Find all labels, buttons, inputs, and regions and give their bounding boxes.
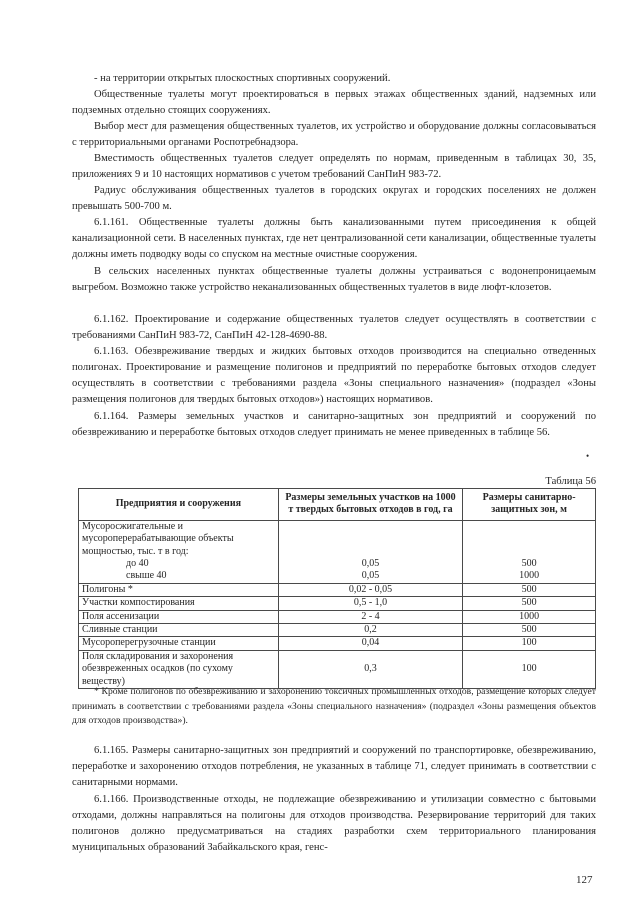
table-row bbox=[79, 624, 596, 637]
header-sanitary-zone: Размеры санитарно-защитных зон, м bbox=[463, 489, 596, 521]
row-name-composting: Участки компостирования bbox=[79, 597, 279, 610]
waste-facilities-table bbox=[78, 488, 596, 689]
cell-area-group bbox=[278, 520, 463, 583]
paragraph-service-radius: Радиус обслуживания общественных туалетов в городских округах и городских поселениях не должен превышать 500-700 м. bbox=[72, 185, 596, 213]
zone-over-40: 1000 bbox=[519, 570, 540, 582]
paragraph-rural-toilets: В сельских населенных пунктах общественные туалеты должны устраиваться с водонепроницаемым выгребом. Возможно также устройство неканализованных общественных туалетов в виде люфт-клозетов. bbox=[72, 266, 596, 294]
area-composting: 0,5 - 1,0 bbox=[278, 597, 463, 610]
paragraph-6-1-163: 6.1.163. Обезвреживание твердых и жидких бытовых отходов производится на специально отведенных полигонах. Проектирование и размещение полигонов и предприятий по переработке бытовых отходов следует осуществлять в соответствии с требованиями раздела «Зоны специального назначения» (подраздел «Зоны размещения полигонов для твердых бытовых отходов») настоящих нормативов. bbox=[72, 346, 596, 406]
paragraph-6-1-166: 6.1.166. Производственные отходы, не подлежащие обезвреживанию и утилизации совместно с бытовыми отходами, должны направляться на полигоны для отходов производства. Резервирование территорий для таких полигонов должно предусматриваться на стадиях разработки схем территориального планирования муниципальных образований Забайкальского края, генс- bbox=[72, 794, 596, 854]
zone-sludge-fields: 100 bbox=[463, 650, 596, 688]
page-number: 127 bbox=[576, 874, 593, 886]
row-name-drain-stations: Сливные станции bbox=[79, 624, 279, 637]
header-land-area: Размеры земельных участков на 1000 т твердых бытовых отходов в год, га bbox=[278, 489, 463, 521]
area-assenization: 2 - 4 bbox=[278, 610, 463, 623]
paragraph-sport-facilities: - на территории открытых плоскостных спортивных сооружений. bbox=[94, 73, 391, 84]
table-header-row bbox=[79, 489, 596, 521]
row-name-up-to-40: до 40 bbox=[126, 558, 149, 570]
zone-landfills: 500 bbox=[463, 583, 596, 596]
row-name-transfer-stations: Мусороперегрузочные станции bbox=[79, 637, 279, 650]
area-up-to-40: 0,05 bbox=[361, 558, 380, 570]
row-name-landfills: Полигоны * bbox=[79, 583, 279, 596]
stray-mark: • bbox=[586, 451, 590, 461]
paragraph-toilets-capacity: Вместимость общественных туалетов следует определять по нормам, приведенным в таблицах 30, 35, приложениях 9 и 10 настоящих нормативов с учетом требований СанПиН 983-72. bbox=[72, 153, 596, 181]
zone-up-to-40: 500 bbox=[521, 558, 537, 570]
zone-composting: 500 bbox=[463, 597, 596, 610]
area-transfer-stations: 0,04 bbox=[278, 637, 463, 650]
paragraph-toilets-approval: Выбор мест для размещения общественных туалетов, их устройство и оборудование должны согласовываться с территориальными органами Роспотребнадзора. bbox=[72, 121, 596, 149]
group-label: Мусоросжигательные и мусороперерабатывающие объекты мощностью, тыс. т в год: bbox=[82, 520, 234, 557]
row-name-over-40: свыше 40 bbox=[126, 570, 167, 582]
paragraph-6-1-165: 6.1.165. Размеры санитарно-защитных зон предприятий и сооружений по транспортировке, обезвреживанию, переработке и захоронению отходов потребления, не указанных в таблице 71, следует принимать в соответствии с санитарными нормами. bbox=[72, 745, 596, 789]
row-name-assenization: Поля ассенизации bbox=[79, 610, 279, 623]
table-footnote: * Кроме полигонов по обезвреживанию и захоронению токсичных промышленных отходов, размещение которых следует принимать в соответствии с требованиями раздела «Зоны специального назначения» (подраздел «Зоны размещения объектов для отходов производства»). bbox=[72, 686, 596, 727]
table-row-incineration bbox=[79, 520, 596, 583]
cell-zone-group bbox=[463, 520, 596, 583]
header-facilities: Предприятия и сооружения bbox=[79, 489, 279, 521]
paragraph-toilets-location: Общественные туалеты могут проектироваться в первых этажах общественных зданий, надземных или подземных отдельно стоящих сооружениях. bbox=[72, 89, 596, 117]
zone-transfer-stations: 100 bbox=[463, 637, 596, 650]
zone-assenization: 1000 bbox=[463, 610, 596, 623]
table-row bbox=[79, 650, 596, 688]
table-row bbox=[79, 597, 596, 610]
row-name-sludge-fields: Поля складирования и захоронения обезвреженных осадков (по сухому веществу) bbox=[79, 650, 279, 688]
zone-drain-stations: 500 bbox=[463, 624, 596, 637]
table-row bbox=[79, 637, 596, 650]
table-row bbox=[79, 610, 596, 623]
table-row bbox=[79, 583, 596, 596]
area-over-40: 0,05 bbox=[361, 570, 380, 582]
area-landfills: 0,02 - 0,05 bbox=[278, 583, 463, 596]
area-drain-stations: 0,2 bbox=[278, 624, 463, 637]
table-caption: Таблица 56 bbox=[545, 476, 596, 487]
paragraph-6-1-161: 6.1.161. Общественные туалеты должны быть канализованными путем присоединения к общей канализационной сети. В населенных пунктах, где нет централизованной сети канализации, общественные туалеты должны иметь подводку воды со спуском на местные очистные сооружения. bbox=[72, 217, 596, 261]
paragraph-6-1-164: 6.1.164. Размеры земельных участков и санитарно-защитных зон предприятий и сооружений по обезвреживанию и переработке бытовых отходов следует принимать не менее приведенных в таблице 56. bbox=[72, 411, 596, 439]
paragraph-6-1-162: 6.1.162. Проектирование и содержание общественных туалетов следует осуществлять в соответствии с требованиями СанПиН 983-72, СанПиН 42-128-4690-88. bbox=[72, 314, 596, 342]
area-sludge-fields: 0,3 bbox=[278, 650, 463, 688]
cell-facility-group bbox=[79, 520, 279, 583]
